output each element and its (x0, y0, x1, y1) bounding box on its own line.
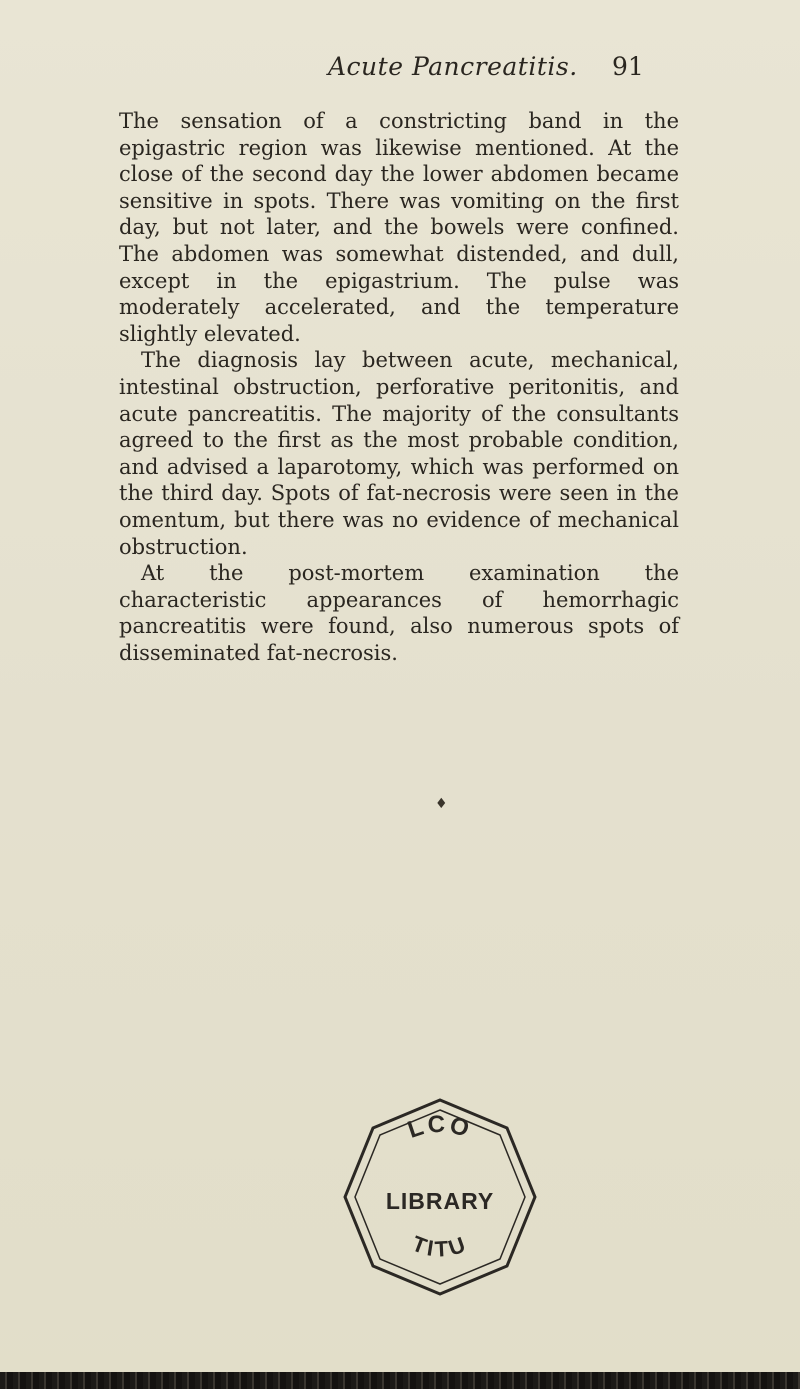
paragraph: The sensation of a constricting band in the epigastric region was likewise mentioned. At the close of the second day the lower abdomen became sensitive in spots. There was vomiting on the first day, but not later, and the bowels were confined. The abdomen was somewhat distended, and dull, except in the epigastrium. The pulse was moderately accelerated, and the temperature slightly elevated. (119, 109, 679, 346)
stray-ink-mark: ♦ (435, 796, 448, 812)
running-title: Acute Pancreatitis. (328, 52, 578, 81)
page-bottom-edge (0, 1372, 800, 1389)
library-stamp-icon (335, 1092, 545, 1302)
body-text (119, 108, 679, 666)
paragraph: At the post-mortem examination the characteristic appearances of hemorrhagic pancreatitis were found, also numerous spots of disseminated fat-necrosis. (119, 561, 679, 665)
stamp-center-text: LIBRARY (385, 1188, 495, 1214)
paragraph: The diagnosis lay between acute, mechanical, intestinal obstruction, perforative peritonitis, and acute pancreatitis. The majority of the consultants agreed to the first as the most probable condition, and advised a laparotomy, which was performed on the third day. Spots of fat-necrosis were seen in the omentum, but there was no evidence of mechanical obstruction. (119, 348, 679, 559)
page-number: 91 (612, 52, 644, 81)
stamp-bottom-text: TITU (408, 1230, 472, 1262)
running-head (0, 52, 800, 84)
stamp-top-text: LCO (404, 1110, 476, 1144)
